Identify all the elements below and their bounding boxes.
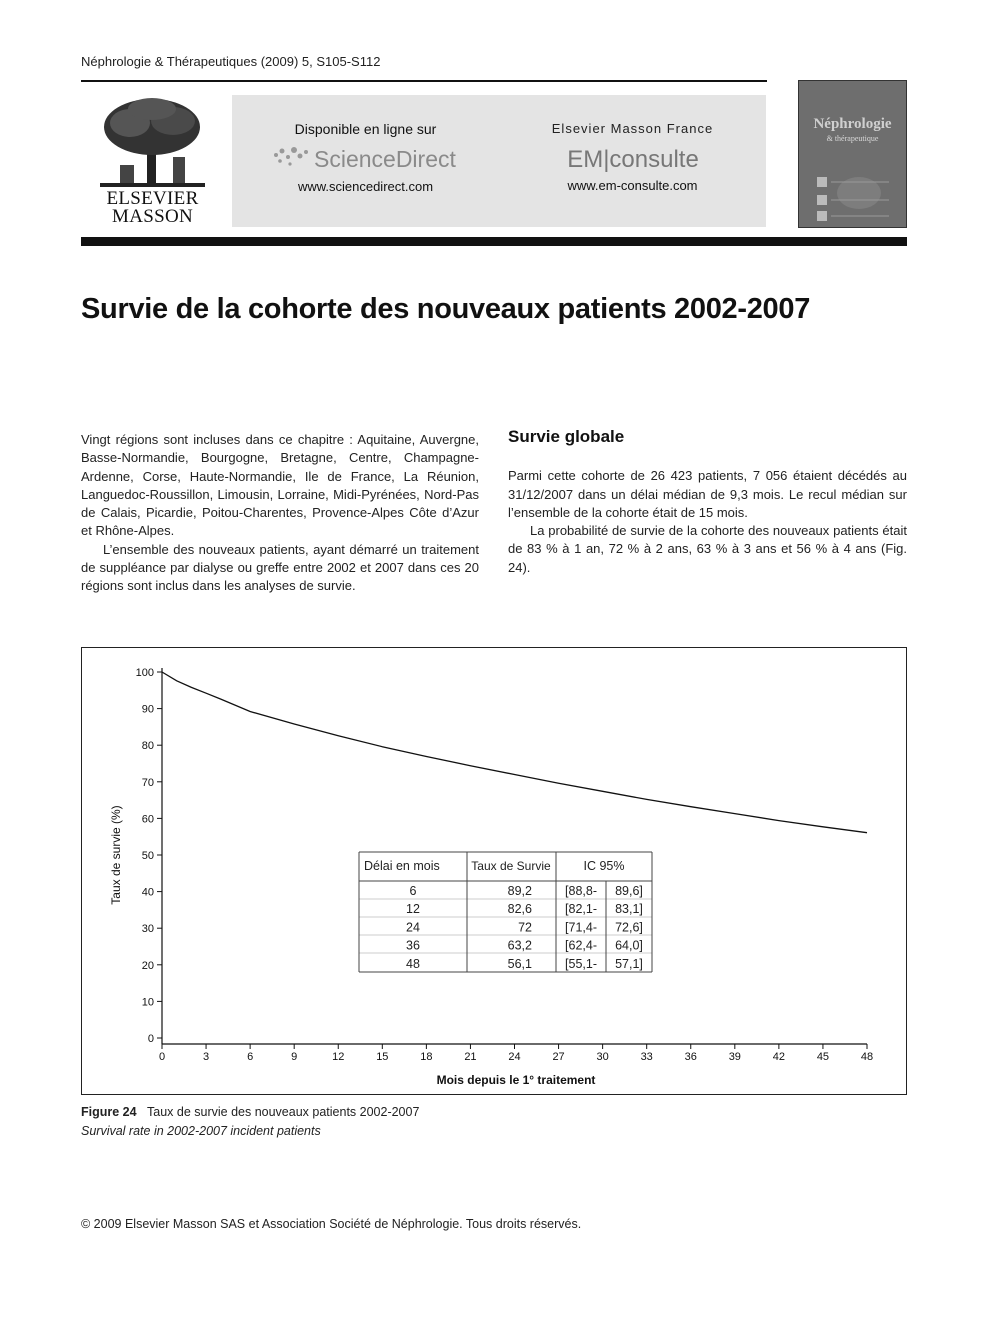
table-cell: [71,4- — [565, 920, 597, 935]
right-column — [508, 428, 907, 577]
table-cell: 24 — [406, 920, 420, 935]
table-cell: 12 — [406, 902, 420, 917]
figure-caption — [81, 1103, 419, 1141]
left-column — [81, 431, 479, 596]
table-cell: 6 — [409, 884, 417, 898]
table-cell: [88,8- — [565, 884, 597, 898]
y-axis-label: Taux de survie (%) — [109, 805, 123, 905]
x-tick-label: 15 — [376, 1051, 389, 1063]
table-cell: 82,6 — [507, 902, 532, 917]
figure-label: Figure 24 — [81, 1105, 137, 1119]
table-header-delai: Délai en mois — [364, 859, 440, 873]
x-axis-label: Mois depuis le 1° traitement — [436, 1073, 596, 1087]
survival-table — [359, 852, 652, 972]
table-header-taux: Taux de Survie — [471, 859, 551, 873]
y-tick-label: 60 — [141, 813, 154, 826]
survival-curve — [162, 672, 867, 833]
paragraph-patients: L’ensemble des nouveaux patients, ayant démarré un traitement de suppléance par dialyse ou greffe entre 2002 et 2007 dans ces 20 régions sont inclus dans les analyses de survie. — [81, 541, 479, 594]
paragraph-cohort: Parmi cette cohorte de 26 423 patients, 7 056 étaient décédés au 31/12/2007 dans un délai médian de 9,3 mois. Le recul médian sur l’ensemble de la cohorte était de 15 mois. — [508, 468, 907, 520]
sciencedirect-url[interactable]: www.sciencedirect.com — [297, 179, 434, 194]
table-cell: 48 — [406, 956, 420, 971]
available-online-label: Disponible en ligne sur — [294, 121, 437, 137]
x-tick-label: 6 — [247, 1051, 254, 1063]
table-cell: 56,1 — [507, 956, 532, 971]
y-tick-label: 0 — [147, 1033, 154, 1045]
x-tick-label: 39 — [728, 1051, 741, 1063]
x-tick-label: 36 — [684, 1051, 697, 1063]
journal-reference: Néphrologie & Thérapeutiques (2009) 5, S105-S112 — [81, 54, 381, 69]
table-cell: [62,4- — [565, 938, 597, 953]
x-tick-label: 48 — [860, 1051, 874, 1063]
x-tick-label: 0 — [158, 1051, 166, 1063]
survival-chart — [82, 648, 906, 1094]
elsevier-masson-france-label: Elsevier Masson France — [551, 121, 714, 136]
x-tick-label: 42 — [772, 1051, 785, 1063]
journal-cover — [798, 80, 907, 228]
table-cell: 72 — [518, 920, 532, 935]
availability-banner — [232, 95, 766, 227]
y-tick-label: 70 — [141, 776, 154, 789]
x-tick-label: 45 — [816, 1051, 830, 1063]
header-rule — [81, 80, 767, 82]
article-title: Survie de la cohorte des nouveaux patients 2002-2007 — [81, 293, 811, 325]
paragraph-probability: La probabilité de survie de la cohorte des nouveaux patients était de 83 % à 1 an, 72 % à 2 ans, 63 % à 3 ans et 56 % à 4 ans (Fig. 24). — [508, 523, 907, 575]
y-tick-label: 90 — [141, 703, 154, 716]
x-tick-label: 18 — [420, 1051, 433, 1063]
y-tick-label: 80 — [141, 740, 154, 753]
sciencedirect-block — [232, 121, 499, 194]
cover-artwork — [799, 81, 906, 227]
table-cell: 89,6] — [615, 884, 643, 898]
table-cell: 64,0] — [615, 938, 643, 953]
caption-french: Taux de survie des nouveaux patients 2002-2007 — [147, 1105, 420, 1119]
table-cell: 36 — [406, 938, 420, 953]
table-cell: 63,2 — [507, 938, 532, 953]
caption-english: Survival rate in 2002-2007 incident patients — [81, 1124, 321, 1138]
y-tick-label: 10 — [141, 996, 154, 1009]
y-tick-label: 40 — [141, 886, 154, 899]
copyright-footer: © 2009 Elsevier Masson SAS et Association Société de Néphrologie. Tous droits réservés. — [81, 1217, 582, 1231]
y-tick-label: 50 — [141, 850, 154, 862]
table-header-ic: IC 95% — [583, 859, 625, 873]
sciencedirect-wordmark: ScienceDirect — [313, 146, 456, 172]
table-cell: [55,1- — [565, 956, 597, 971]
x-tick-label: 12 — [332, 1051, 345, 1063]
x-tick-label: 21 — [464, 1051, 477, 1063]
table-cell: 89,2 — [507, 884, 532, 898]
x-tick-label: 33 — [640, 1051, 653, 1063]
figure-24 — [81, 647, 907, 1095]
x-tick-label: 3 — [203, 1051, 210, 1063]
section-heading: Survie globale — [508, 427, 625, 446]
table-cell: [82,1- — [565, 902, 597, 917]
emconsulte-logo — [499, 140, 766, 174]
y-tick-label: 100 — [135, 667, 154, 679]
y-tick-label: 20 — [141, 959, 154, 972]
emconsulte-url[interactable]: www.em-consulte.com — [567, 178, 698, 193]
x-tick-label: 27 — [552, 1051, 565, 1063]
x-tick-label: 9 — [291, 1051, 298, 1063]
emconsulte-wordmark: EM|consulte — [566, 146, 699, 173]
paragraph-regions: Vingt régions sont incluses dans ce chapitre : Aquitaine, Auvergne, Basse-Normandie, Bourgogne, Bretagne, Centre, Champagne-Ardenne, Corse, Haute-Normandie, Ile de France, La Réunion, Languedoc-Roussillon, Limousin, Lorraine, Midi-Pyrénées, Nord-Pas de Calais, Picardie, Poitou-Charentes, Provence-Alpes Côte d’Azur et Rhône-Alpes. — [81, 432, 479, 539]
header-thick-rule — [81, 237, 907, 246]
elsevier-masson-logo-text: ELSEVIER MASSON — [106, 188, 199, 227]
cover-title: Néphrologie — [813, 116, 892, 132]
y-tick-label: 30 — [141, 923, 154, 936]
emconsulte-block — [499, 121, 766, 193]
table-cell: 83,1] — [615, 902, 643, 917]
x-tick-label: 24 — [508, 1051, 521, 1063]
table-cell: 72,6] — [615, 920, 643, 935]
cover-subtitle: & thérapeutique — [826, 134, 879, 143]
table-cell: 57,1] — [615, 956, 643, 971]
x-tick-label: 30 — [596, 1051, 609, 1063]
sciencedirect-logo — [232, 141, 499, 175]
